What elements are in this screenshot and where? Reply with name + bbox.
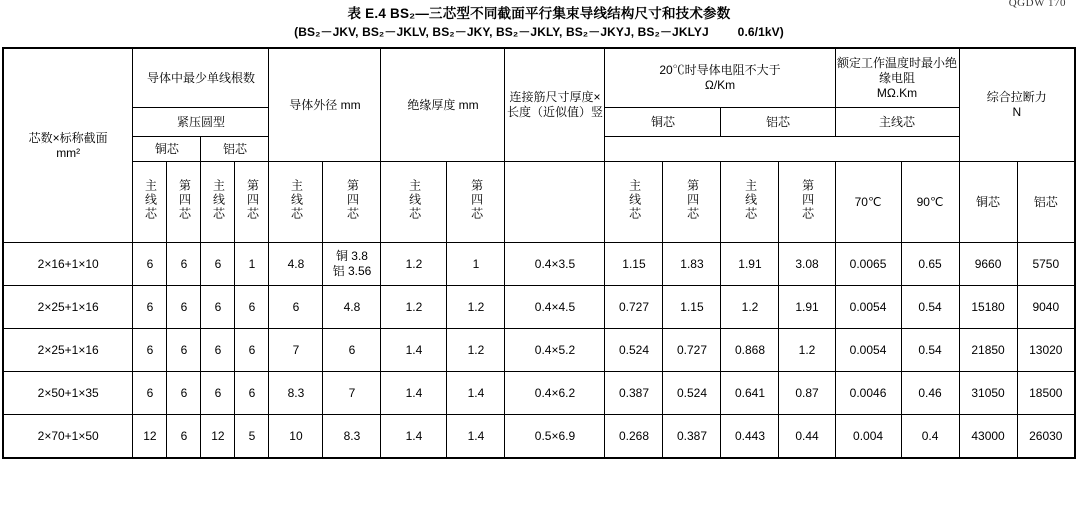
table-row: [3, 415, 1075, 459]
header-res-cu-fourth: 第四芯: [663, 162, 721, 243]
cell-section: 2×16+1×10: [3, 243, 133, 286]
cell-ir-70: 0.0054: [835, 329, 901, 372]
cell-section: 2×50+1×35: [3, 372, 133, 415]
table-row: [3, 372, 1075, 415]
cell-section: 2×25+1×16: [3, 329, 133, 372]
cell-res-cu-fourth: 0.387: [663, 415, 721, 459]
cell-ins-main: 1.4: [381, 372, 447, 415]
cell-strands-al-fourth: 6: [235, 372, 269, 415]
header-tensile-al: 铝芯: [1017, 162, 1075, 243]
cell-strands-al-fourth: 5: [235, 415, 269, 459]
cell-ir-70: 0.0065: [835, 243, 901, 286]
header-row-4: [3, 162, 1075, 243]
cell-strands-al-main: 6: [201, 286, 235, 329]
header-ins-fourth: 第四芯: [447, 162, 505, 243]
cell-ir-90: 0.54: [901, 329, 959, 372]
cell-dia-main: 6: [269, 286, 323, 329]
table-title: 表 E.4 BS₂—三芯型不同截面平行集束导线结构尺寸和技术参数: [347, 6, 731, 21]
header-ins-res-unit: MΩ.Km: [876, 85, 918, 100]
subtitle-part-5: BS₂－JKYJ,: [565, 25, 635, 40]
cell-strands-cu-main: 6: [133, 372, 167, 415]
header-compressed-round: 紧压圆型: [133, 108, 269, 137]
table-row: [3, 329, 1075, 372]
header-strands-al-main: 主线芯: [201, 162, 235, 243]
cell-ir-90: 0.65: [901, 243, 959, 286]
cell-strands-cu-main: 6: [133, 329, 167, 372]
cell-ins-main: 1.2: [381, 286, 447, 329]
cell-dia-fourth: 6: [323, 329, 381, 372]
header-section-cell: [3, 48, 133, 243]
table-body: [3, 243, 1075, 459]
table-title-block: [0, 0, 1078, 41]
cell-strands-cu-main: 12: [133, 415, 167, 459]
cell-tensile-al: 18500: [1017, 372, 1075, 415]
header-res-al-fourth: 第四芯: [779, 162, 835, 243]
cell-dia-main: 8.3: [269, 372, 323, 415]
cell-strands-al-fourth: 6: [235, 286, 269, 329]
cell-dia-fourth: 4.8: [323, 286, 381, 329]
cell-ins-fourth: 1: [447, 243, 505, 286]
header-dia-main: 主线芯: [269, 162, 323, 243]
cell-res-cu-fourth: 0.727: [663, 329, 721, 372]
subtitle-part-1: (BS₂－JKV,: [294, 25, 359, 40]
cell-res-cu-main: 0.524: [605, 329, 663, 372]
cell-tensile-al: 13020: [1017, 329, 1075, 372]
header-tensile-cu: 铜芯: [959, 162, 1017, 243]
cell-dia-main: 10: [269, 415, 323, 459]
cell-strands-al-main: 12: [201, 415, 235, 459]
cell-section: 2×70+1×50: [3, 415, 133, 459]
subtitle-part-4: BS₂－JKLY,: [496, 25, 563, 40]
cell-res-al-main: 0.868: [721, 329, 779, 372]
cell-ins-fourth: 1.4: [447, 415, 505, 459]
header-section-label: 芯数×标称截面: [28, 130, 108, 145]
cell-rib: 0.5×6.9: [505, 415, 605, 459]
cell-strands-cu-fourth: 6: [167, 372, 201, 415]
cell-strands-cu-fourth: 6: [167, 286, 201, 329]
cell-ir-90: 0.46: [901, 372, 959, 415]
cell-strands-cu-main: 6: [133, 243, 167, 286]
cell-ir-90: 0.54: [901, 286, 959, 329]
cell-rib: 0.4×6.2: [505, 372, 605, 415]
cell-res-al-main: 0.641: [721, 372, 779, 415]
cell-dia-fourth: 铜 3.8 铝 3.56: [323, 243, 381, 286]
parameters-table: [2, 47, 1076, 459]
header-strands-cu-fourth: 第四芯: [167, 162, 201, 243]
table-row: [3, 243, 1075, 286]
cell-tensile-cu: 21850: [959, 329, 1017, 372]
cell-ir-70: 0.0046: [835, 372, 901, 415]
header-rib-size: 连接筋尺寸厚度×长度（近似值）竖: [505, 48, 605, 162]
cell-ir-70: 0.004: [835, 415, 901, 459]
cell-strands-al-main: 6: [201, 372, 235, 415]
header-ir-70: 70℃: [835, 162, 901, 243]
cell-res-al-fourth: 0.87: [779, 372, 835, 415]
cell-ins-fourth: 1.2: [447, 286, 505, 329]
cell-tensile-cu: 31050: [959, 372, 1017, 415]
header-res-cu-main: 主线芯: [605, 162, 663, 243]
cell-ins-fourth: 1.4: [447, 372, 505, 415]
header-resistance-label: 20℃时导体电阻不大于: [659, 63, 781, 78]
cell-res-cu-main: 0.387: [605, 372, 663, 415]
header-ir-90: 90℃: [901, 162, 959, 243]
cell-ir-70: 0.0054: [835, 286, 901, 329]
cell-ins-main: 1.4: [381, 415, 447, 459]
cell-strands-al-fourth: 1: [235, 243, 269, 286]
cell-ir-90: 0.4: [901, 415, 959, 459]
cell-res-al-fourth: 1.2: [779, 329, 835, 372]
subtitle-part-2: BS₂－JKLV,: [362, 25, 429, 40]
cell-res-al-fourth: 1.91: [779, 286, 835, 329]
cell-res-cu-fourth: 1.15: [663, 286, 721, 329]
cell-tensile-al: 5750: [1017, 243, 1075, 286]
cell-strands-cu-main: 6: [133, 286, 167, 329]
header-strands-copper: 铜芯: [133, 137, 201, 162]
cell-tensile-al: 26030: [1017, 415, 1075, 459]
header-outer-diameter: 导体外径 mm: [269, 48, 381, 162]
header-res-alu: 铝芯: [721, 108, 835, 137]
cell-res-cu-fourth: 0.524: [663, 372, 721, 415]
cell-ins-main: 1.2: [381, 243, 447, 286]
cell-res-cu-main: 1.15: [605, 243, 663, 286]
cell-dia-main: 4.8: [269, 243, 323, 286]
cell-strands-cu-fourth: 6: [167, 243, 201, 286]
header-row-1: [3, 48, 1075, 108]
header-tensile-label: 综合拉断力: [986, 90, 1047, 105]
table-subtitle: [0, 23, 1078, 41]
header-res-al-main: 主线芯: [721, 162, 779, 243]
header-insulation-resistance: [835, 48, 959, 108]
header-ins-res-label: 额定工作温度时最小绝缘电阻: [837, 55, 958, 85]
cell-tensile-cu: 43000: [959, 415, 1017, 459]
cell-res-cu-fourth: 1.83: [663, 243, 721, 286]
cell-res-al-fourth: 3.08: [779, 243, 835, 286]
cell-rib: 0.4×3.5: [505, 243, 605, 286]
subtitle-part-3: BS₂－JKY,: [432, 25, 493, 40]
header-tensile: [959, 48, 1075, 162]
page-code: QGDW 170: [1008, 0, 1066, 9]
header-ins-res-main-core: 主线芯: [835, 108, 959, 137]
header-insulation-thickness: 绝缘厚度 mm: [381, 48, 505, 162]
subtitle-part-7: 0.6/1kV): [737, 25, 784, 40]
cell-rib: 0.4×4.5: [505, 286, 605, 329]
header-rib-spacer: [505, 162, 605, 243]
table-row: [3, 286, 1075, 329]
cell-dia-fourth: 8.3: [323, 415, 381, 459]
cell-dia-main: 7: [269, 329, 323, 372]
header-strands-cu-main: 主线芯: [133, 162, 167, 243]
cell-res-al-main: 0.443: [721, 415, 779, 459]
cell-tensile-cu: 15180: [959, 286, 1017, 329]
cell-dia-fourth: 7: [323, 372, 381, 415]
cell-strands-al-fourth: 6: [235, 329, 269, 372]
cell-section: 2×25+1×16: [3, 286, 133, 329]
cell-tensile-cu: 9660: [959, 243, 1017, 286]
subtitle-part-6: BS₂－JKLYJ: [637, 25, 709, 40]
header-resistance-unit: Ω/Km: [704, 78, 736, 93]
header-res-copper: 铜芯: [605, 108, 721, 137]
cell-strands-cu-fourth: 6: [167, 329, 201, 372]
cell-ins-fourth: 1.2: [447, 329, 505, 372]
header-resistance: [605, 48, 835, 108]
cell-strands-al-main: 6: [201, 329, 235, 372]
header-strands-alu: 铝芯: [201, 137, 269, 162]
cell-rib: 0.4×5.2: [505, 329, 605, 372]
header-min-strands: 导体中最少单线根数: [133, 48, 269, 108]
cell-res-al-main: 1.2: [721, 286, 779, 329]
cell-ins-main: 1.4: [381, 329, 447, 372]
header-dia-fourth: 第四芯: [323, 162, 381, 243]
header-tensile-unit: N: [1012, 105, 1022, 120]
header-section-unit: mm²: [56, 145, 81, 160]
cell-res-al-fourth: 0.44: [779, 415, 835, 459]
cell-tensile-al: 9040: [1017, 286, 1075, 329]
cell-strands-al-main: 6: [201, 243, 235, 286]
header-ins-main: 主线芯: [381, 162, 447, 243]
cell-res-cu-main: 0.727: [605, 286, 663, 329]
cell-res-cu-main: 0.268: [605, 415, 663, 459]
cell-res-al-main: 1.91: [721, 243, 779, 286]
cell-strands-cu-fourth: 6: [167, 415, 201, 459]
header-strands-al-fourth: 第四芯: [235, 162, 269, 243]
